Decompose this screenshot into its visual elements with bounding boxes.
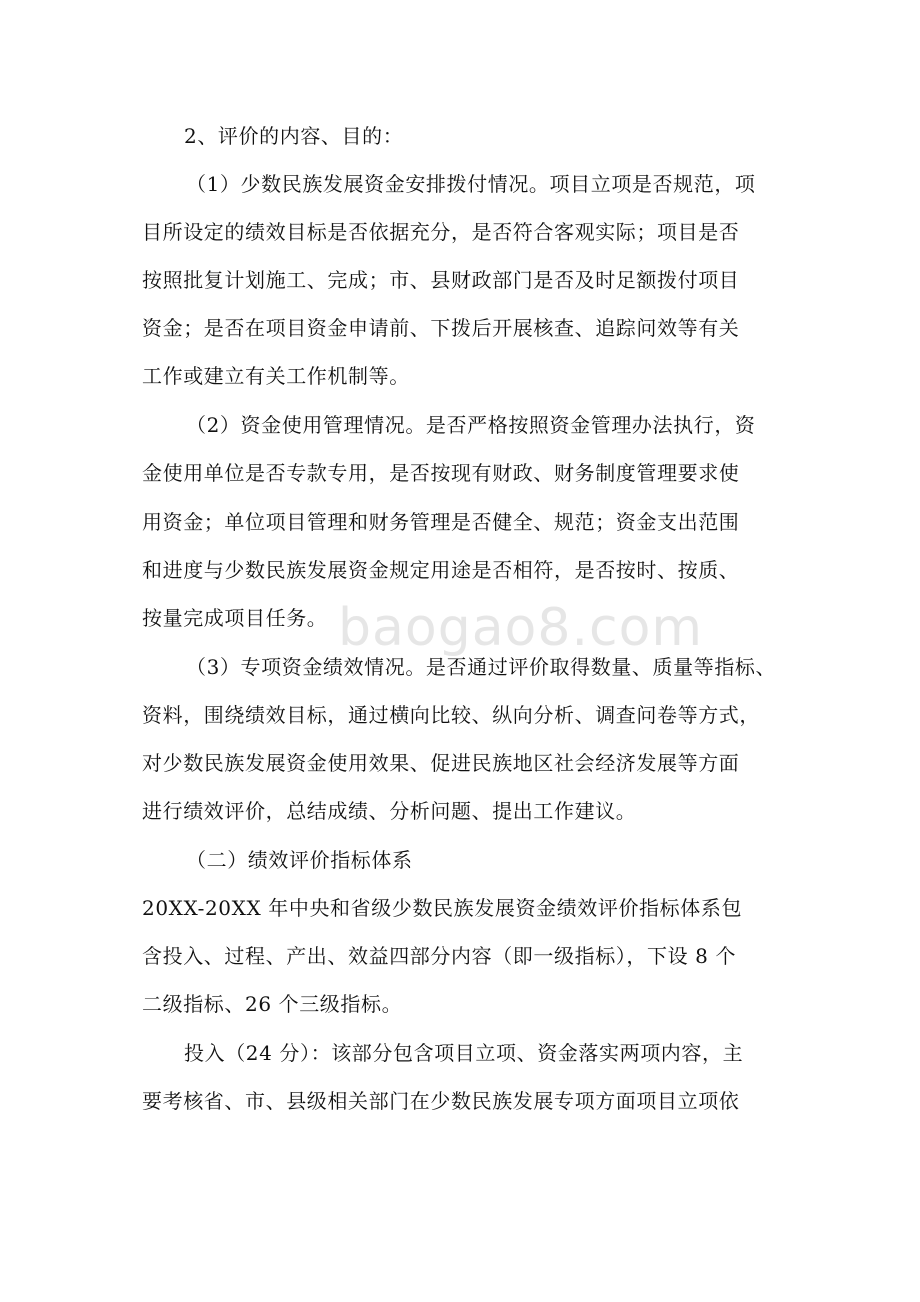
paragraph-line: 要考核省、市、县级相关部门在少数民族发展专项方面项目立项依 bbox=[142, 1089, 740, 1113]
paragraph-line: 按照批复计划施工、完成；市、县财政部门是否及时足额拨付项目 bbox=[142, 268, 740, 292]
paragraph-line: 按量完成项目任务。 bbox=[142, 606, 328, 630]
paragraph-line: 和进度与少数民族发展资金规定用途是否相符，是否按时、按质、 bbox=[142, 558, 740, 582]
paragraph-line: （3）专项资金绩效情况。是否通过评价取得数量、质量等指标、 bbox=[186, 655, 777, 679]
watermark: baogao8.com bbox=[338, 598, 704, 658]
paragraph-line: 用资金；单位项目管理和财务管理是否健全、规范；资金支出范围 bbox=[142, 510, 740, 534]
paragraph-line: （1）少数民族发展资金安排拨付情况。项目立项是否规范，项 bbox=[186, 172, 756, 196]
section-heading: 2、评价的内容、目的： bbox=[184, 124, 404, 148]
paragraph-line: 二级指标、26 个三级指标。 bbox=[142, 992, 403, 1016]
paragraph-line: 目所设定的绩效目标是否依据充分，是否符合客观实际；项目是否 bbox=[142, 220, 740, 244]
paragraph-line: 金使用单位是否专款专用，是否按现有财政、财务制度管理要求使 bbox=[142, 461, 740, 485]
paragraph-line: 资料，围绕绩效目标，通过横向比较、纵向分析、调查问卷等方式， bbox=[142, 703, 760, 727]
paragraph-line: 进行绩效评价，总结成绩、分析问题、提出工作建议。 bbox=[142, 799, 637, 823]
paragraph-line: 20XX-20XX 年中央和省级少数民族发展资金绩效评价指标体系包 bbox=[142, 896, 743, 920]
paragraph-line: 资金；是否在项目资金申请前、下拨后开展核查、追踪问效等有关 bbox=[142, 316, 740, 340]
subsection-heading: （二）绩效评价指标体系 bbox=[186, 848, 413, 872]
paragraph-line: （2）资金使用管理情况。是否严格按照资金管理办法执行，资 bbox=[186, 413, 756, 437]
paragraph-line: 投入（24 分）：该部分包含项目立项、资金落实两项内容，主 bbox=[184, 1041, 744, 1065]
paragraph-line: 工作或建立有关工作机制等。 bbox=[142, 364, 410, 388]
paragraph-line: 含投入、过程、产出、效益四部分内容（即一级指标），下设 8 个 bbox=[142, 944, 737, 968]
paragraph-line: 对少数民族发展资金使用效果、促进民族地区社会经济发展等方面 bbox=[142, 751, 740, 775]
